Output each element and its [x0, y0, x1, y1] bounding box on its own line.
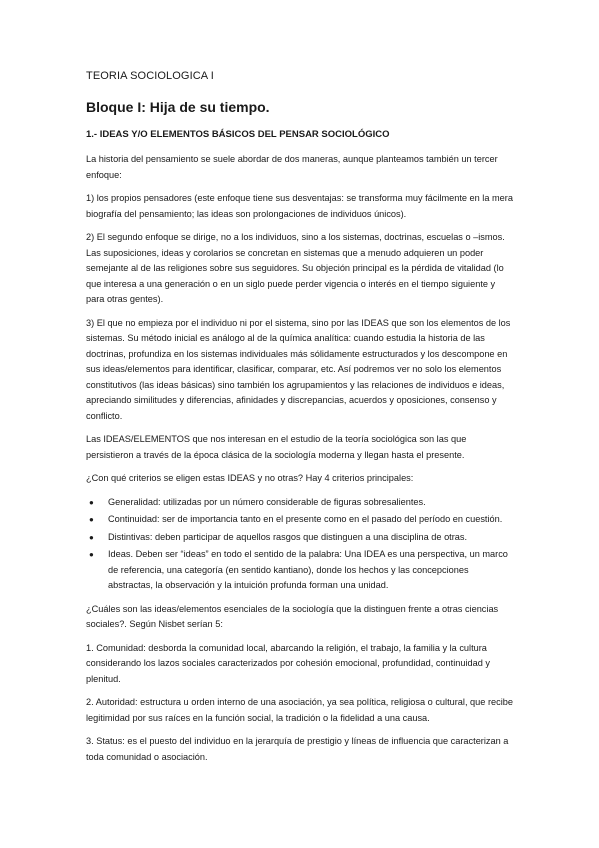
status-paragraph: 3. Status: es el puesto del individuo en la jerarquía de prestigio y líneas de influencia que caracterizan a toda comunidad o asociación. — [86, 736, 509, 762]
criteria-item-continuidad — [86, 512, 514, 528]
approach-3-paragraph: 3) El que no empieza por el individuo ni por el sistema, sino por las IDEAS que son los elementos de los sistemas. Su método inicial es análogo al de la química analítica: cuando estudia la historia de las doctrinas, profundiza en los sistemas individuales más sólidamente estructurados y los descompone en sus ideas/elementos para identificar, clasificar, comparar, etc. Así podremos ver no solo los elementos constitutivos (las ideas básicas) sino también los agrupamientos y las relaciones de individuos e ideas, apreciando similitudes y diferencias, afinidades y discrepancias, acuerdos y oposiciones, consenso y conflicto. — [86, 317, 511, 421]
criteria-item-distintivas — [86, 530, 514, 546]
criteria-text: Ideas. Deben ser “ideas” en todo el sentido de la palabra: Una IDEA es una perspectiva, un marco de referencia, una categoría (en sentido kantiano), donde los hechos y las concepciones abstractas, la observación y la intuición profunda forman una unidad. — [108, 549, 508, 590]
document-title: TEORIA SOCIOLOGICA I — [86, 70, 214, 82]
bullet-icon: ● — [89, 497, 94, 507]
approach-2-paragraph: 2) El segundo enfoque se dirige, no a los individuos, sino a los sistemas, doctrinas, escuelas o –ismos. Las suposiciones, ideas y corolarios se concretan en sistemas que a menudo adquieren un poder semejante al de las religiones sobre sus seguidores. Su objeción principal es la pérdida de vitalidad (lo que interesa a una generación o en un siglo puede perder vigencia o interés en el tiempo siguiente y para otras gentes). — [86, 232, 505, 304]
section-title: 1.- IDEAS Y/O ELEMENTOS BÁSICOS DEL PENSAR SOCIOLÓGICO — [86, 129, 390, 140]
bullet-icon: ● — [89, 515, 94, 524]
block-title: Bloque I: Hija de su tiempo. — [86, 99, 270, 115]
bullet-icon: ● — [89, 550, 94, 559]
criteria-list — [86, 495, 514, 594]
autoridad-paragraph: 2. Autoridad: estructura u orden interno de una asociación, ya sea política, religiosa o cultural, que recibe legitimidad por sus raíces en la función social, la tradición o la fidelidad a una causa. — [86, 697, 513, 723]
document-page — [86, 70, 514, 773]
criteria-text: Continuidad: ser de importancia tanto en el presente como en el pasado del período en cuestión. — [108, 514, 503, 524]
criteria-text: Distintivas: deben participar de aquellos rasgos que distinguen a una disciplina de otras. — [108, 531, 468, 542]
intro-paragraph: La historia del pensamiento se suele abordar de dos maneras, aunque planteamos también un tercer enfoque: — [86, 154, 498, 180]
approach-1-paragraph: 1) los propios pensadores (este enfoque tiene sus desventajas: se transforma muy fácilmente en la mera biografía del pensamiento; las ideas son prolongaciones de individuos únicos). — [86, 193, 513, 219]
ideas-elements-paragraph: Las IDEAS/ELEMENTOS que nos interesan en el estudio de la teoría sociológica son las que persistieron a través de la época clásica de la sociología moderna y llegan hasta el presente. — [86, 434, 467, 460]
essential-ideas-paragraph: ¿Cuáles son las ideas/elementos esenciales de la sociología que la distinguen frente a otras ciencias sociales?. Según Nisbet serían 5: — [86, 603, 499, 629]
criteria-item-ideas — [86, 547, 514, 594]
criteria-text: Generalidad: utilizadas por un número considerable de figuras sobresalientes. — [108, 496, 426, 507]
comunidad-paragraph: 1. Comunidad: desborda la comunidad local, abarcando la religión, el trabajo, la familia y la cultura considerando los lazos sociales caracterizados por cohesión emocional, profundidad, continuidad y plenitud. — [86, 642, 490, 684]
criteria-item-generalidad — [86, 495, 514, 511]
criteria-question-paragraph: ¿Con qué criterios se eligen estas IDEAS y no otras? Hay 4 criterios principales: — [86, 473, 414, 483]
bullet-icon: ● — [89, 532, 94, 542]
